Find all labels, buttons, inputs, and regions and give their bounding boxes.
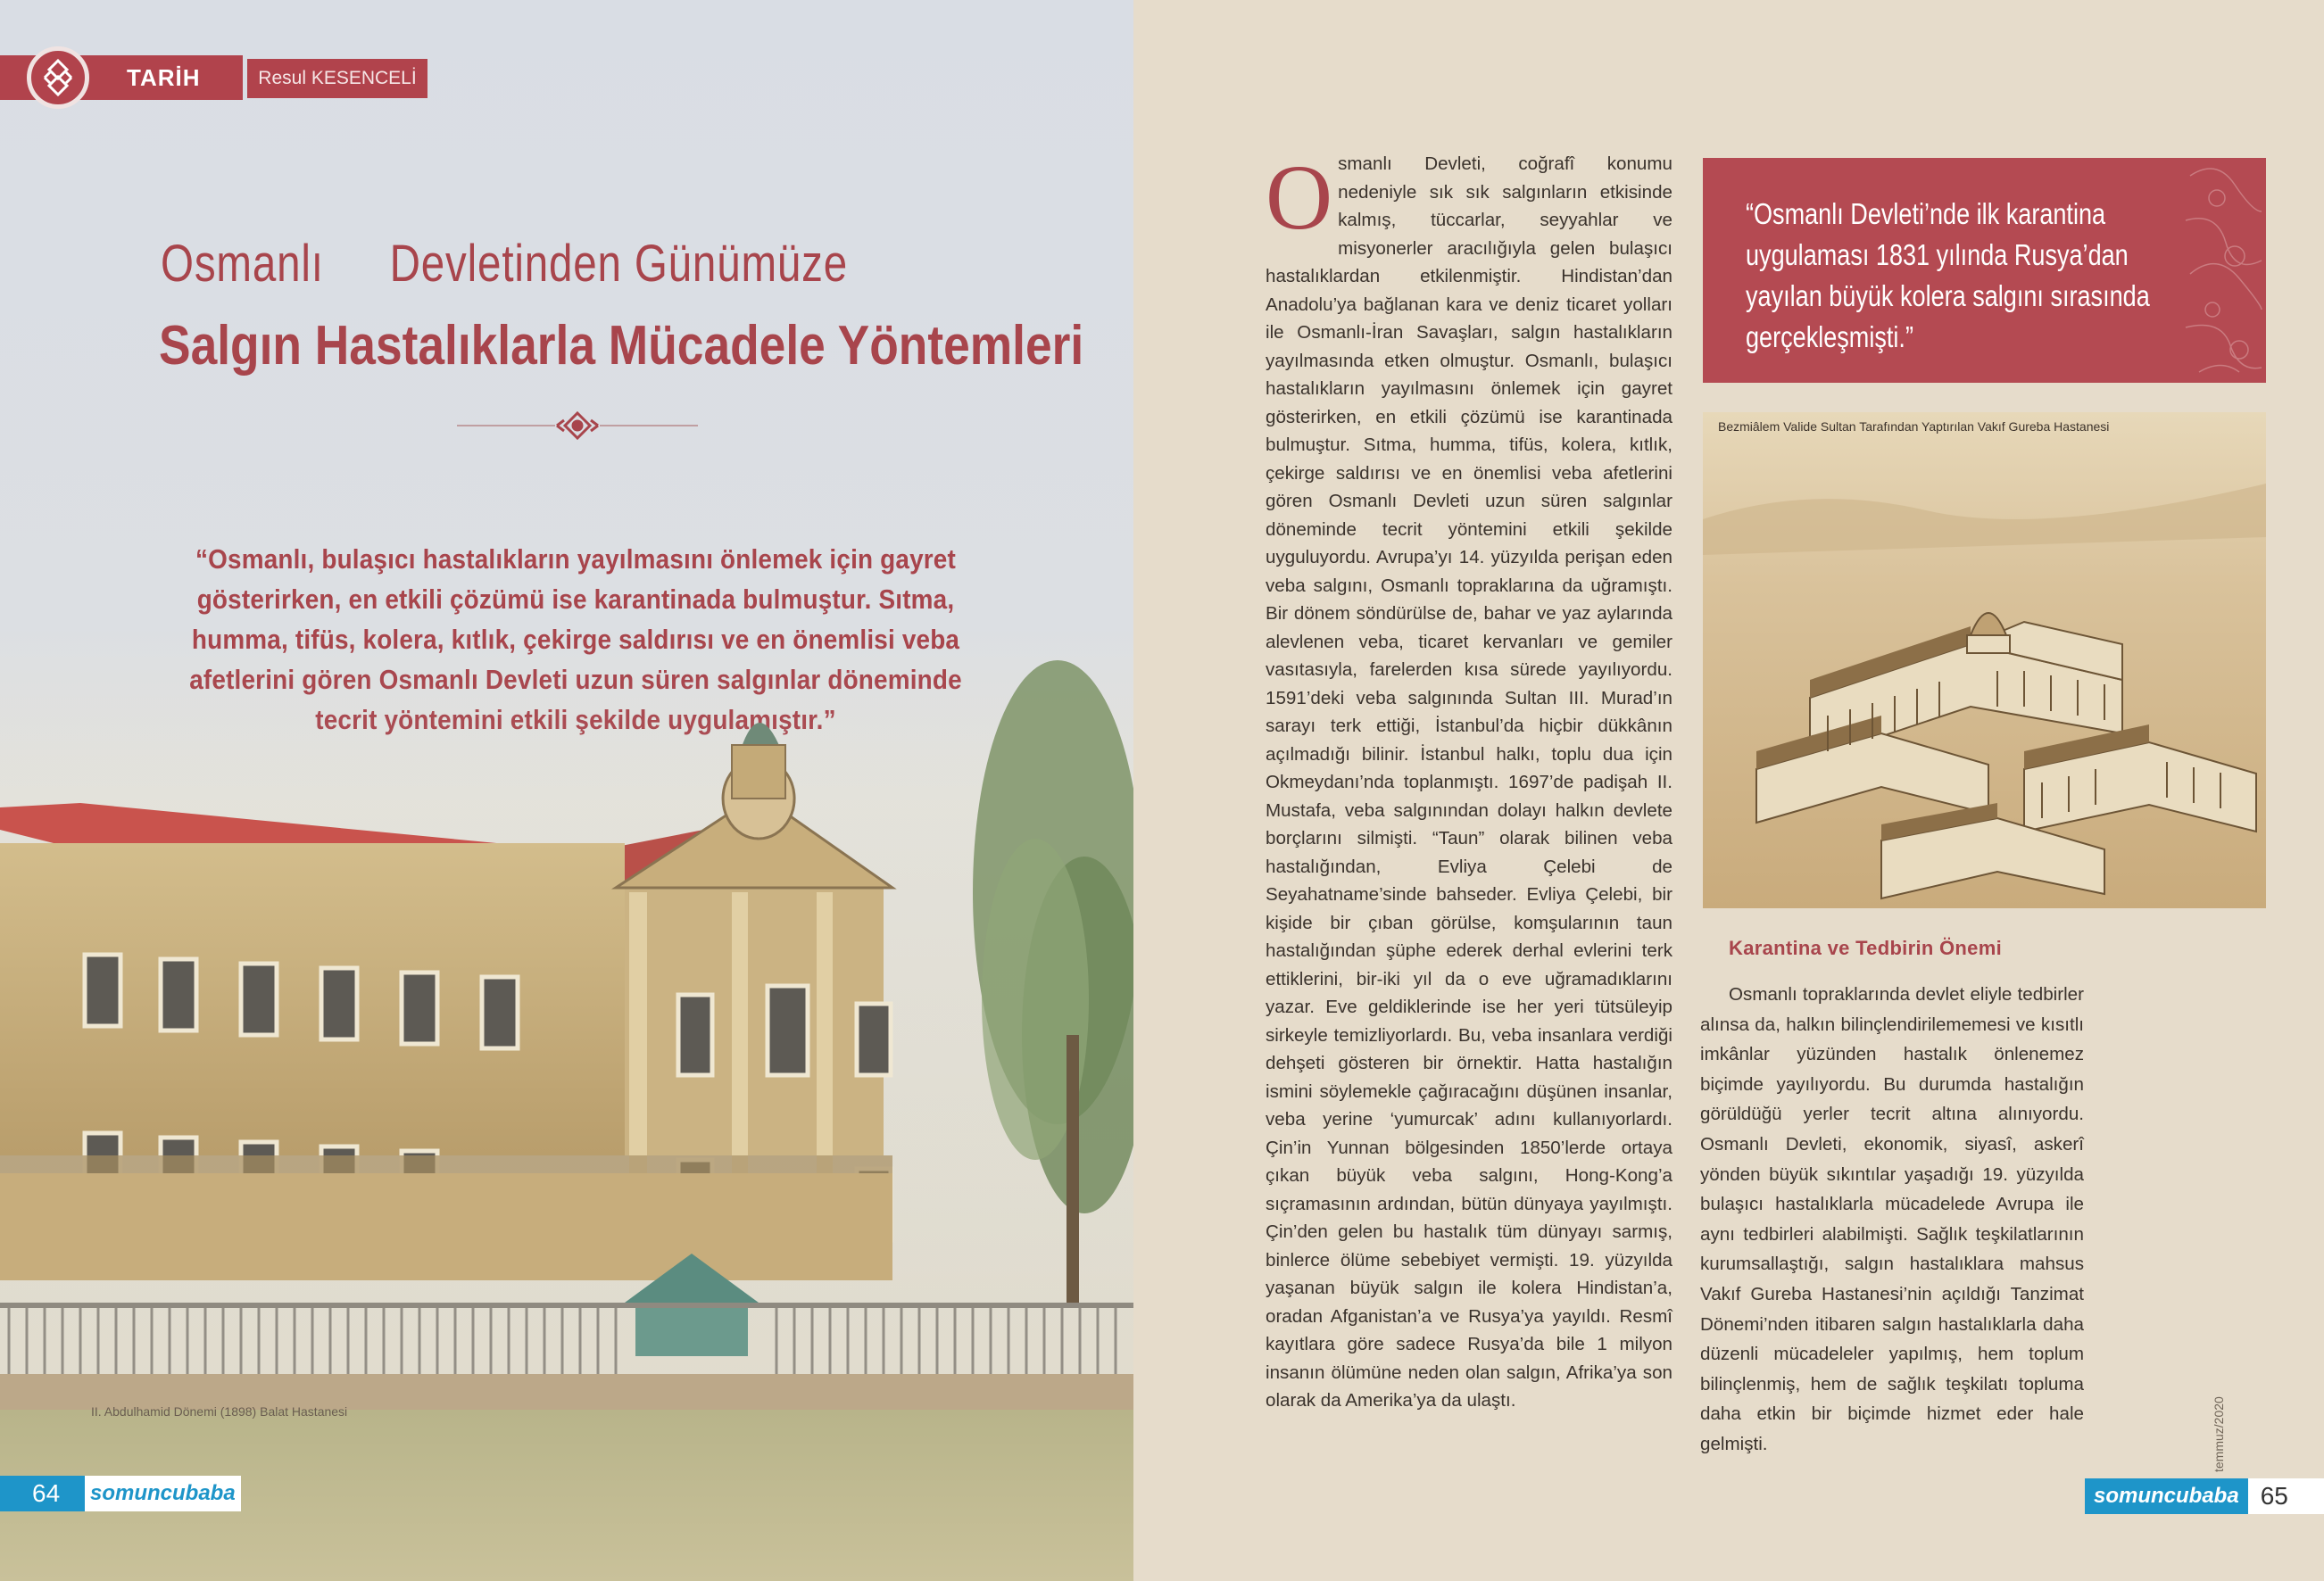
balat-hospital-illustration [0,660,1133,1581]
quote-line-1: “Osmanlı Devleti’nde ilk karantina [1746,197,2106,230]
page-number-left: 64 [0,1476,85,1511]
title-word-osmanli: Osmanlı [161,235,324,293]
section-label: TARİH [127,64,201,91]
brand-logo-left: somuncubaba [85,1476,241,1511]
title-line-1 [161,234,849,294]
issue-date: temmuz/2020 [2212,1396,2226,1472]
page-number-right: 65 [2248,1478,2324,1514]
folio-left [0,1476,241,1511]
pull-quote-text: “Osmanlı, bulaşıcı hastalıkların yayılmasını önlemek için gayret gösterirken, en etkili çözümü ise karantinada bulmuştur. Sıtma, humma, tifüs, kolera, kıtlık, çekirge saldırısı ve en önemlisi veba [191,543,960,655]
body-text-right: Osmanlı topraklarında devlet eliyle tedbirler alınsa da, halkın bilinçlendirilememesi ve kısıtlı imkânlar yüzünden hastalık önlenemez biçimde yayılıyordu. Bu durumda hastalığın görüldüğü yerler tecrit altına alınıyordu. Osmanlı Devleti, ekonomik, siyasî, askerî yönden büyük sıkıntılar yaşadığı 19. yüzyılda bulaşıcı hastalıklarla mücadelede Avrupa ile aynı tedbirleri alabilmişti. Sağlık teşkilatlarının kurumsallaştığı, salgın hastalıklara mahsus Vakıf Gureba Hastanesi’nin açıldığı Tanzimat Dönemi’nden itibaren salgın hastalıklarla daha düzenli mücadeleler yapılmış, hem toplum bilinçlenmiş, hem de sağlık teşkilatı topluma daha etkin bir biçimde hizmet eder hale gelmişti. [1700,984,2084,1454]
body-text-main: smanlı Devleti, coğrafî konumu nedeniyle sık sık salgınların etkisinde kalmış, tüccarlar, seyyahlar ve misyonerler aracılığıyla gelen bulaşıcı hastalıklardan etkilenmiştir. Hindistan’dan Anadolu’ya bağlanan kara ve deniz ticaret yolları ile Osmanlı-İran Savaşları, salgın hastalıkların yayılmasında etken olmuştur. Osmanlı, bulaşıcı hastalıkların yayılmasını önlemek için gayret gösterirken, en etkili çözümü ise karantinada bulmuştur. Sıtma, humma, tifüs, kolera, kıtlık, çekirge saldırısı ve en önemlisi veba afetlerini gören Osmanlı Devleti uzun süren salgınlar döneminde tecrit yöntemini etkili şekilde uyguluyordu. Avrupa’yı 14. yüzyılda perişan eden veba salgını, Osmanlı topraklarına da uğramıştı. Bir dönem söndürülse de, bahar ve yaz aylarında alevlenen veba, ticaret kervanları ve gemiler vasıtasıyla, farelerden kısa sürede yayılıyordu. 1591’deki veba salgınında Sultan III. Murad’ın sarayı terk ettiği, İstanbul’da hiçbir dükkânın açılmadığı bilinir. İstanbul halkı, toplu dua için Okmeydanı’nda toplanmıştı. 1697’de padişah II. Mustafa, veba salgınından dolayı halkın devlete borçlarını silmişti. “Taun” olarak bilinen veba hastalığından, Evliya Çelebi de Seyahatname’sinde bahseder. Evliya Çelebi, bir kişide bir çıban görülse, komşularının taun hastalığından şüphe ederek derhal evlerini terk ettiklerini, bir-iki yıl da o eve uğramadıklarını yazar. Eve geldiklerinde ise her yeri tütsüleyip sirkeyle temizliyorlardı. Bu, veba insanlara verdiği dehşeti gösteren bir örnektir. Hatta hastalığın ismini söylemekle çağıracağını düşünen insanlar, veba yerine ‘yumurcak’ adını kullanıyorlardı. Çin’in Yunnan bölgesinden 1850’lerde ortaya çıkan büyük veba salgını, Hong-Kong’a sıçramasının ardından, bütün dünyaya yayılmıştı. Çin’den gelen bu hastalık tüm dünyayı sarmış, binlerce ölüme sebebiyet vermişti. 19. yüzyılda yaşanan büyük salgın ile kolera Hindistan’a, oradan Afganistan’a ve Rusya’ya yayıldı. Resmî kayıtlara göre sadece Rusya’da bile 1 milyon insanın ölümüne neden olan salgın, Afrika’ya son olarak da Amerika’ya da ulaştı. [1266,153,1672,1411]
drop-cap: O [1266,146,1333,249]
ornament-logo-icon [27,46,89,109]
title-line-2: Salgın Hastalıklarla Mücadele Yöntemleri [159,315,1084,377]
highlight-quote-box [1703,158,2266,383]
highlight-quote [1746,194,2150,358]
body-column-right [1700,980,2084,1460]
author-name: Resul KESENCELİ [247,59,427,98]
vakif-gureba-hospital-engraving [1703,412,2266,908]
photo-caption: Bezmiâlem Valide Sultan Tarafından Yaptırılan Vakıf Gureba Hastanesi [1718,419,2110,434]
quote-line-2: uygulaması 1831 yılında Rusya’dan [1746,238,2129,271]
illustration-caption: II. Abdulhamid Dönemi (1898) Balat Hastanesi [91,1404,348,1419]
title-words-rest: Devletinden Günümüze [389,235,849,293]
right-page [1133,0,2266,1581]
body-column-main [1266,146,1672,1415]
left-page [0,0,1133,1581]
quote-line-4: gerçekleşmişti.” [1746,320,1913,353]
brand-logo-right: somuncubaba [2085,1478,2248,1514]
quote-line-3: yayılan büyük kolera salgını sırasında [1746,279,2150,312]
arabesque-pattern-icon [2181,158,2266,383]
folio-right [2085,1478,2324,1514]
section-subheading: Karantina ve Tedbirin Önemi [1729,937,2002,959]
ornament-divider-icon [457,406,698,445]
